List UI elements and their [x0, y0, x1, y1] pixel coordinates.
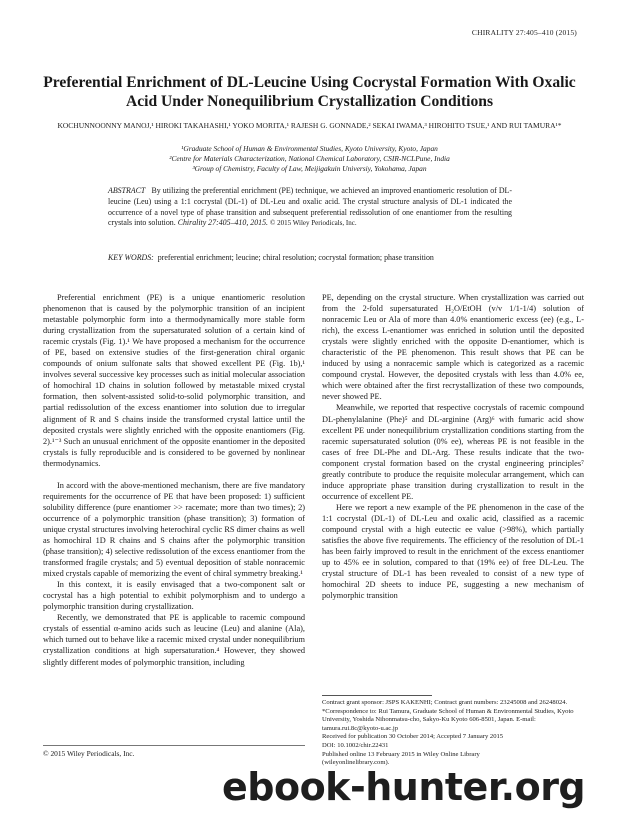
paragraph: PE, depending on the crystal structure. When crystallization was carried out from the 2-fold supersaturated H₂O/EtOH (v/v 1/1-1/4) solution of nonracemic Leu or Ala of more than 4.0% enantiomeric excess (ee) (e.g., L-rich), the excess L-enantiomer was enriched in solution until the deposited crystals were slightly enriched with the opposite D-enantiomer, which is characteristic of the PE phenomenon. This result shows that PE can be induced by using a nonracemic sample which is categorized as a racemic compound crystal. However, the deposited crystals with less than 4.0% ee, which were obtained after the first recrystallization of these two compounds, never showed PE.	[322, 293, 584, 402]
footnote-grant: Contract grant sponsor: JSPS KAKENHI; Contract grant numbers: 23245008 and 26248024.	[322, 699, 568, 706]
keywords-text: preferential enrichment; leucine; chiral resolution; cocrystal formation; phase transition	[157, 253, 434, 262]
page-copyright: © 2015 Wiley Periodicals, Inc.	[43, 745, 305, 759]
journal-header: CHIRALITY 27:405–410 (2015)	[471, 28, 577, 37]
footnote-library-link[interactable]: (wileyonlinelibrary.com).	[322, 759, 390, 767]
paragraph: Preferential enrichment (PE) is a unique enantiomeric resolution phenomenon that is caused by the polymorphic transition of an incipient metastable polymorphic form into a thermodynamically more stable form during crystallization from the supersaturated solution of a certain kind of racemic crystals (Fig. 1).¹ We have proposed a mechanism for the occurrence of PE, based on extensive studies of the first-generation chiral organic compounds of onium sulfonate salts that showed excellent PE (Fig. 1b),¹ involves several successive key processes such as initial molecular association of homochiral 1D chains in solution followed by metastable mixed crystal formation, then solvent-assisted solid-to-solid polymorphic transition, and partial redissolution of the excess enantiomer into solution due to irregular alignment of R and S chains inside the transformed crystal lattice until the deposited crystals were slightly enriched with the opposite enantiomers (Fig. 2).¹⁻³ Such an unusual enrichment of the opposite enantiomer in the deposited crystals is fully reproducible and is considered to be governed by nonlinear thermodynamics.	[43, 293, 305, 468]
abstract-copyright: © 2015 Wiley Periodicals, Inc.	[270, 219, 357, 228]
abstract-citation: Chirality 27:405–410, 2015.	[177, 218, 269, 228]
affiliation-2: ²Centre for Materials Characterization, National Chemical Laboratory, CSIR-NCLPune, India	[169, 154, 450, 164]
footnote-divider	[322, 695, 432, 696]
paragraph: Meanwhile, we reported that respective cocrystals of racemic compound DL-phenylalanine (Phe)⁵ and DL-arginine (Arg)⁶ with fumaric acid show excellent PE under nonequilibrium crystallization conditions starting from the racemic supersaturated solution (0% ee), whereas PE is not feasible in the cases of free DL-Phe and DL-Arg. These results indicate that the two-component crystal formation based on the crystal engineering principles⁷ greatly contribute to produce the requisite molecular arrangement, which can induce appropriate phase transition during crystallization to result in the occurrence of excellent PE.	[322, 403, 584, 501]
paragraph: In accord with the above-mentioned mechanism, there are five mandatory requirements for the occurrence of PE that have been proposed: 1) sufficient solubility difference (pure enantiomer >> racemate; more than two times); 2) occurrence of a polymorphic transition (phase transition); 3) formation of unique crystal structures involving heterochiral cyclic RS dimer chains as well as homochiral 1D R chains and S chains after the polymorphic transition (phase transition); 4) selective redissolution of the excess enantiomer from the transformed fragile crystals; and 5) eventual deposition of stable nonracemic mixed crystals capable of memorizing the event of chiral symmetry breaking.¹	[43, 480, 305, 579]
footnotes	[322, 699, 584, 768]
abstract-text: By utilizing the preferential enrichment (PE) technique, we achieved an improved enantiomeric resolution of DL-leucine (Leu) using a 1:1 cocrystal (DL-1) of DL-Leu and oxalic acid. The crystal structure analysis of DL-1 indicated the occurrence of a novel type of phase transition and subsequent preferential redissolution of one enantiomer from the resulting crystals into solution.	[108, 186, 512, 228]
paragraph: Here we report a new example of the PE phenomenon in the case of the 1:1 cocrystal (DL-1) of DL-Leu and oxalic acid, classified as a racemic compound crystal with a high eutectic ee value (>98%), which partially satisfies the above five requirements. The efficiency of the resolution of DL-1 has been fairly improved to result in the enrichment of the excess enantiomer up to 45% ee in solution, compared to that (19% ee) of free DL-Leu. The crystal structure of DL-1 has been revealed to consist of a new type of homochiral 2D sheets to induce PE, suggesting a new mechanism of polymorphic transition	[322, 502, 584, 601]
footnote-received: Received for publication 30 October 2014; Accepted 7 January 2015	[322, 733, 504, 741]
article-title: Preferential Enrichment of DL-Leucine Using Cocrystal Formation With Oxalic Acid Under Nonequilibrium Crystallization Conditions	[43, 74, 576, 110]
abstract	[108, 186, 512, 229]
footnote-published: Published online 13 February 2015 in Wiley Online Library	[322, 750, 480, 758]
author-list: KOCHUNNOONNY MANOJ,¹ HIROKI TAKAHASHI,¹ YOKO MORITA,¹ RAJESH G. GONNADE,² SEKAI IWAMA,³ HIROHITO TSUE,¹ AND RUI TAMURA¹*	[57, 121, 562, 130]
affiliations	[60, 144, 559, 175]
affiliation-1: ¹Graduate School of Human & Environmental Studies, Kyoto University, Kyoto, Japan	[181, 144, 438, 153]
keywords-label: KEY WORDS:	[108, 253, 154, 262]
footnote-correspondence: *Correspondence to: Rui Tamura, Graduate School of Human & Environmental Studies, Kyoto University, Yoshida Nihonmatsu-cho, Sakyo-Ku Kyoto 606-8501, Japan. E-mail: tamura.rui.8c@kyoto-u.ac.jp	[322, 707, 574, 732]
body-column-left	[43, 292, 305, 668]
body-column-right	[322, 292, 584, 601]
watermark: ebook-hunter.org	[222, 765, 586, 809]
paragraph: In this context, it is easily envisaged that a two-component salt or cocrystal has a high potential to exhibit polymorphism and to undergo a polymorphic transition during crystallization.	[43, 580, 305, 612]
abstract-label: ABSTRACT	[108, 186, 146, 195]
keywords	[108, 253, 512, 264]
paragraph: Recently, we demonstrated that PE is applicable to racemic compound crystals of essential α-amino acids such as leucine (Leu) and alanine (Ala), which turned out to behave like a racemic mixed crystal under nonequilibrium crystallization conditions at high supersaturation.⁴ However, they showed slightly different modes of polymorphic transition, including	[43, 613, 305, 667]
affiliation-3: ³Group of Chemistry, Faculty of Law, Meijigakuin Universiy, Yokohama, Japan	[192, 164, 427, 174]
footnote-doi: DOI: 10.1002/chir.22431	[322, 741, 389, 749]
